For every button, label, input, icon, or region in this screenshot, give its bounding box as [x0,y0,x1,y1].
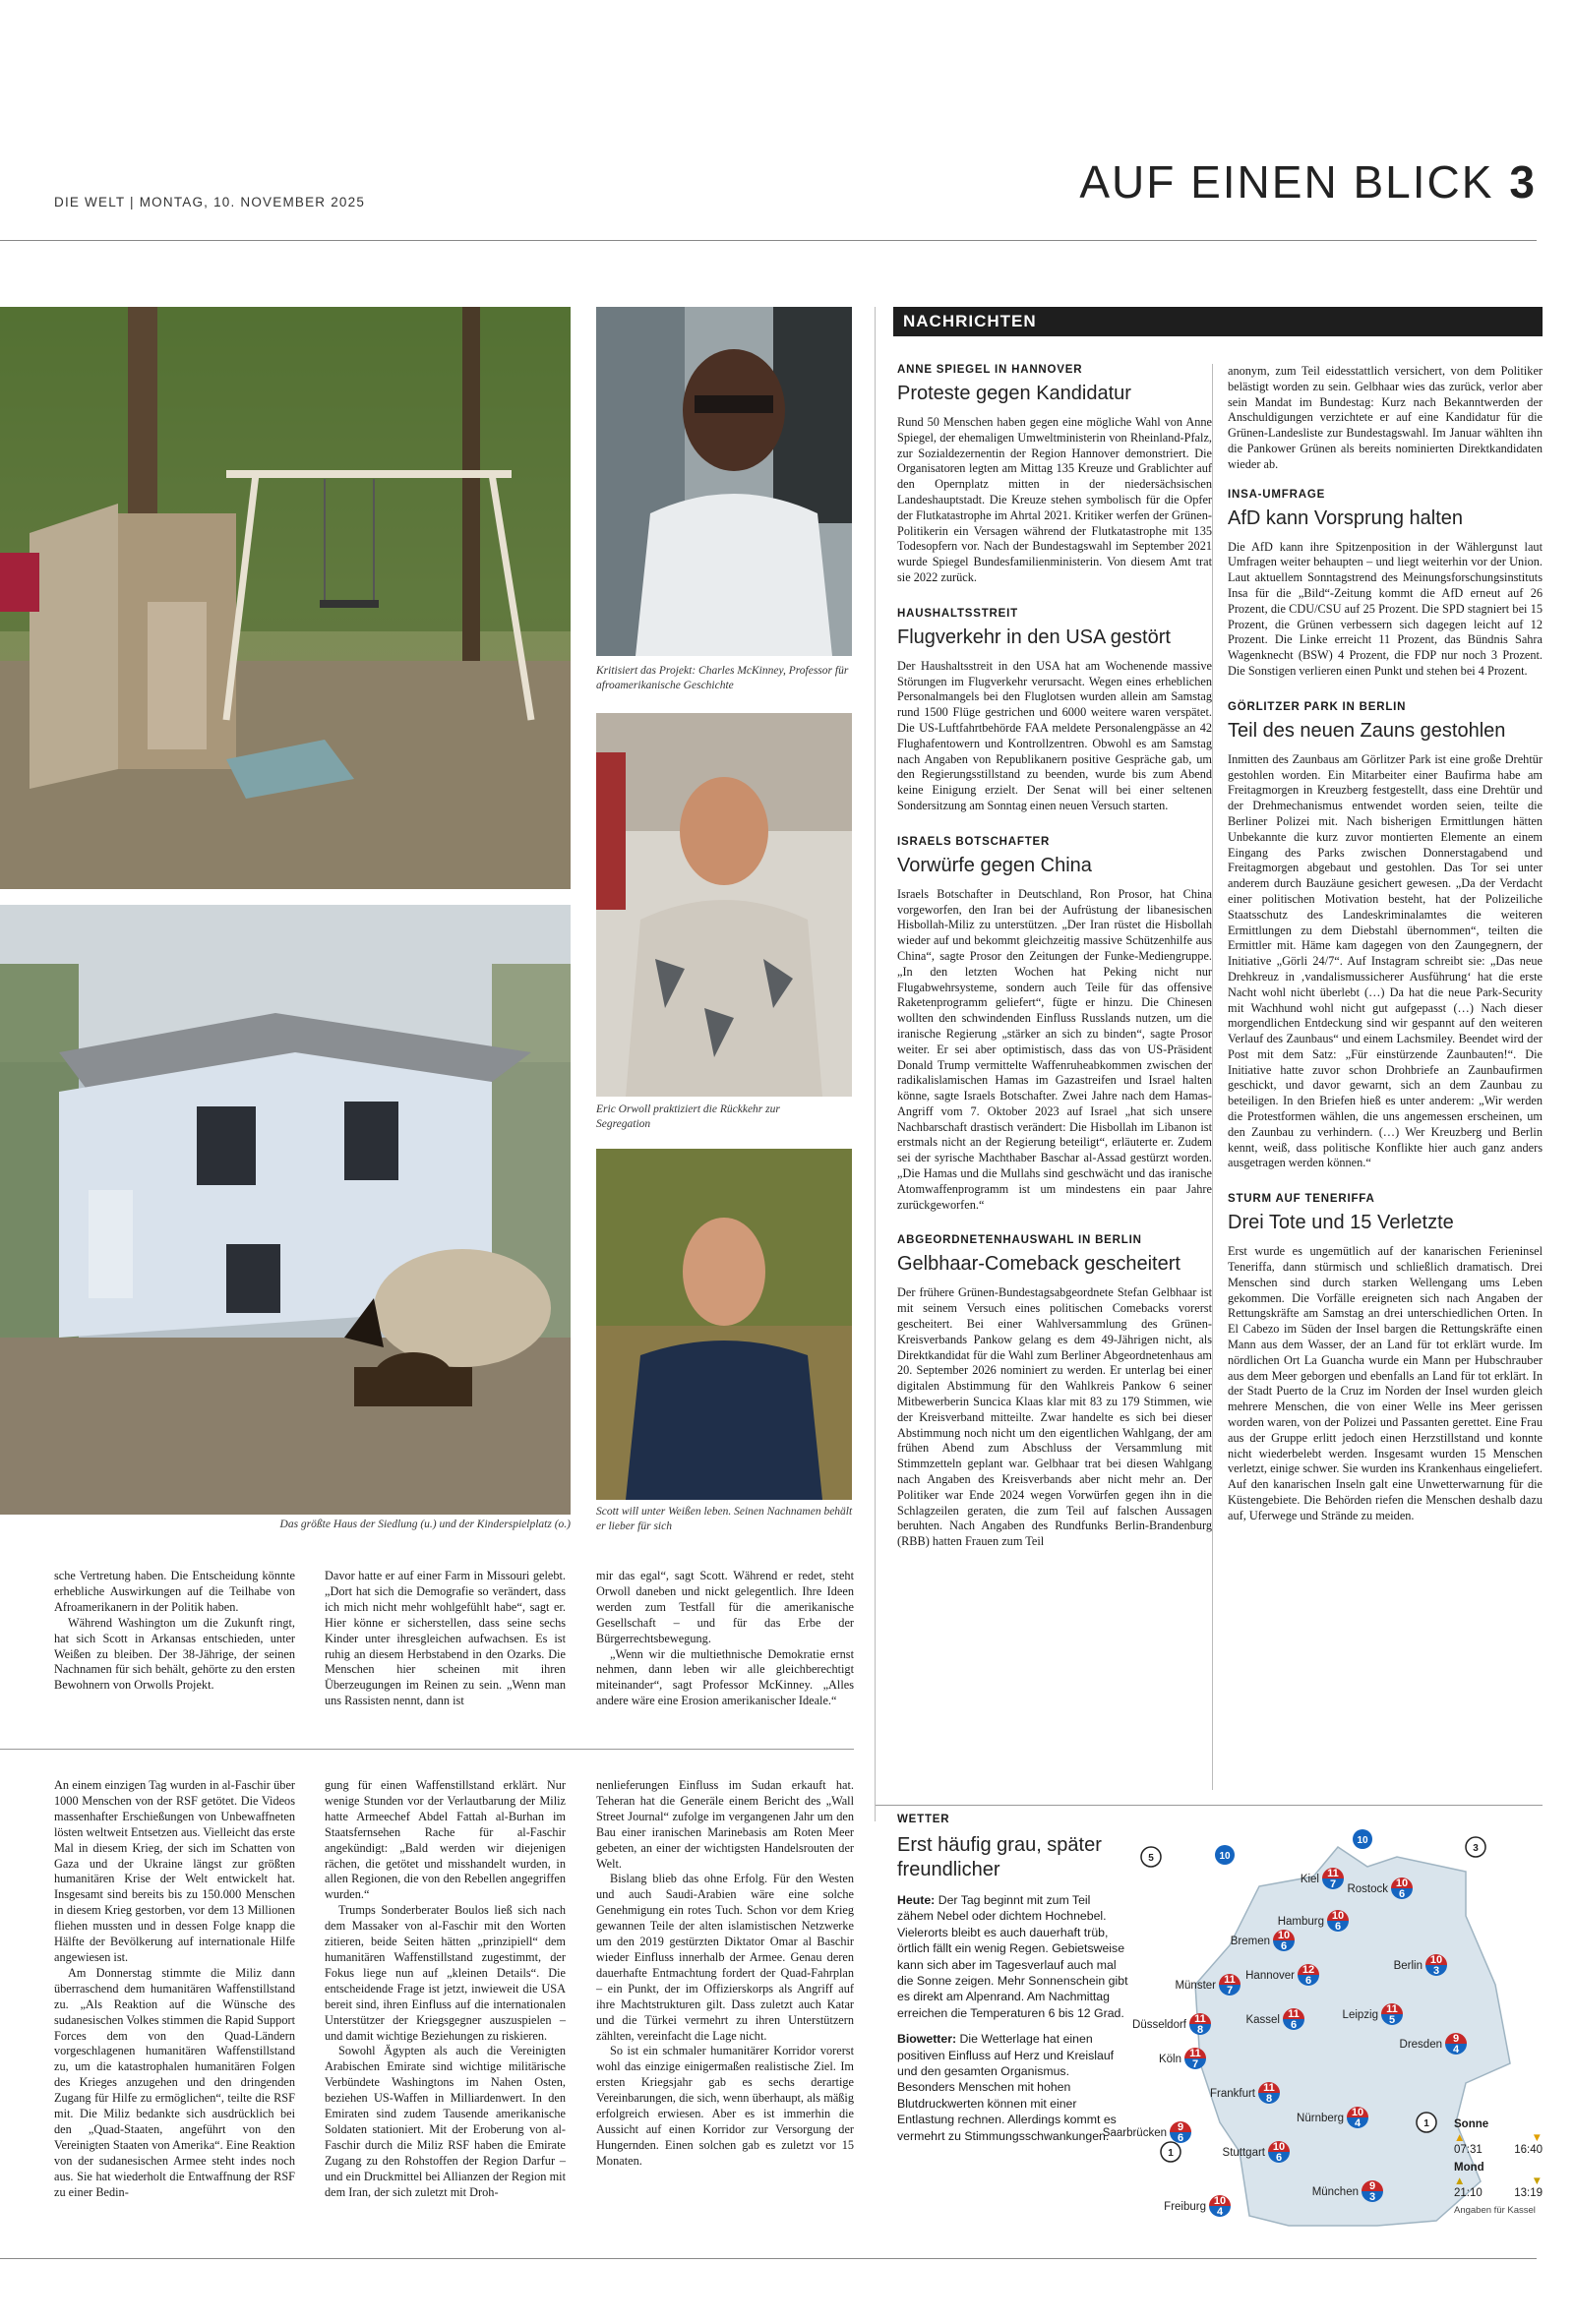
wind-value: 10 [1357,1835,1368,1846]
news-body: anonym, zum Teil eidesstattlich versichert, von dem Politiker belästigt worden zu sein. Gelbhaar wies das zurück, verlor aber sein Mandat im Bundestag: Kurz nach Bekanntwerden der Anschuldigungen verzichtete er auf eine Kandidatur für die Grünen-Landesliste zur Bundestagswahl. Im Januar wählten ihn die Pankower Grünen als bereits nominierten Direktkandidaten wieder ab. [1228,364,1543,471]
article-divider [0,1749,854,1750]
temp-low: 6 [1290,2019,1298,2031]
article-upper-col-2: Davor hatte er auf einer Farm in Missouri gelebt. „Dort hat sich die Demografie so verändert, dass ich mich nicht mehr wohlgefühlt habe“, sagt er. Hier könne er sicherstellen, dass seine sechs Kinder unter ihresgleichen aufwachsen. Es ist ruhig an diesem Herbstabend in den Ozarks. Die Menschen hier scheinen mit ihren Überzeugungen im Reinen zu sein. „Wenn man uns Rassisten nennt, dann ist [325,1569,566,1708]
city-label: Berlin [1393,1960,1423,1972]
city-label: Hannover [1245,1970,1295,1982]
city-label: Rostock [1347,1883,1388,1895]
news-column-divider-left [875,307,876,1821]
temp-low: 4 [1216,2206,1224,2218]
weather-map [1102,1827,1543,2250]
temp-high: 12 [1302,1964,1315,1976]
news-kicker: ISRAELS BOTSCHAFTER [897,835,1051,848]
article-lower-col-2: gung für einen Waffenstillstand erklärt. Nur wenige Stunden vor der Verlautbarung der Miliz hatte Armeechef Abdel Fattah al-Burhan im Staatsfernsehen Rache für al-Faschir angekündigt: „Bald werden wir diejenigen rächen, die getötet und misshandelt wurden, in allen Regionen, die von den Rebellen angegriffen wurden.“ Trumps Sonderberater Boulos ließ sich nach dem Massaker von al-Faschir mit den Worten zitieren, beide Seiten hätten „prinzipiell“ dem humanitären Waffenstillstand zugestimmt, der Fokus liege nun auf „kleinen Details“. Die entscheidende Frage ist jetzt, inwieweit die USA bereit sind, ihren Einfluss auf die internationalen Unterstützer der Kriegsgegner auszuspielen – und damit wichtige Beziehungen zu riskieren. Sowohl Ägypten als auch die Vereinigten Arabischen Emirate sind wichtige militärische Verbündete Washingtons im Nahen Osten, beziehen US-Waffen in Milliardenwert. In den Emiraten sind zudem Tausende amerikanische Soldaten stationiert. Mit der Eroberung von al-Faschir durch die Miliz RSF haben die Emirate Zugang zu den Rohstoffen der Region Darfur – und ein Druckmittel bei Allianzen der Region mit dem Iran, der sich zuletzt mit Droh- [325,1778,566,2199]
temp-high: 10 [1351,2107,1364,2118]
temp-low: 7 [1191,2058,1199,2070]
news-item [1228,489,1543,680]
news-section-heading: NACHRICHTEN [893,307,1543,336]
temp-high: 9 [1177,2121,1184,2133]
article-lower-col-1: An einem einzigen Tag wurden in al-Faschir über 1000 Menschen von der RSF getötet. Die Videos massenhafter Erschießungen von Unbewaffneten lösten weltweit Entsetzen aus. Vielleicht das erste Mal in diesem Krieg, der sich im Schatten von Gaza und der Ukraine längst zur größten humanitären Krise der Welt entwickelt hat. Insgesamt sind bereits bis zu 150.000 Menschen in diesem Krieg gestorben, vor dem 13 Millionen fliehen mussten und in dessen Folge knapp die Hälfte der Bevölkerung auf internationale Hilfe angewiesen ist. Am Donnerstag stimmte die Miliz dann überraschend dem humanitären Waffenstillstand zu. „Als Reaktion auf die Wünsche des sudanesischen Volkes stimmen die Rapid Support Forces dem von den Quad-Ländern vorgeschlagenen humanitären Waffenstillstand zu, um die katastrophalen humanitären Folgen des Krieges anzugehen und den dringenden Zugang für Hilfe zu ermöglichen“, teilte die RSF mit. Die Miliz bedankte sich ausdrücklich bei den „Quad-Staaten, angeführt von den Vereinigten Staaten von Amerika“. Eine Reaktion von der sudanesischen Armee steht indes noch aus. Sie hat wiederholt die Entwaffnung der RSF zu einer Bedin- [54,1778,295,2199]
temp-high: 11 [1194,2013,1206,2025]
news-headline: Teil des neuen Zauns gestohlen [1228,719,1506,742]
moonrise-icon: ▲ [1454,2175,1466,2187]
city-label: Hamburg [1277,1916,1324,1928]
news-headline: Proteste gegen Kandidatur [897,383,1131,404]
news-body: Rund 50 Menschen haben gegen eine mögliche Wahl von Anne Spiegel, der ehemaligen Umweltministerin von Rheinland-Pfalz, zur Sozialdezernentin der Region Hannover demonstriert. Die Organisatoren legten am Mittag 135 Kreuze und Grablichter auf den Opernplatz mitten in der niedersächsischen Landeshauptstadt. Die Kreuze stehen symbolisch für die Opfer der Flutkatastrophe im Ahrtal 2021. Kritiker werfen der Grünen-Politikerin ein Versagen während der Flutkatastrophe mit 135 Todesopfern vor. Nach der Bundestagswahl im September 2021 wurde Spiegel Bundesfamilienministerin. Von diesem Amt trat sie 2022 zurück. [897,415,1212,584]
city-label: München [1311,2186,1359,2198]
temp-high: 9 [1368,2180,1376,2192]
news-kicker: HAUSHALTSSTREIT [897,607,1018,620]
temp-high: 11 [1288,2008,1300,2020]
photo-mckinney [596,307,852,656]
news-kicker: ABGEORDNETENHAUSWAHL IN BERLIN [897,1234,1142,1247]
caption-orwoll: Eric Orwoll praktiziert die Rückkehr zur Segregation [596,1103,780,1130]
city-marker-freiburg [1164,2195,1231,2218]
temp-high: 11 [1386,2003,1398,2015]
city-label: Kassel [1245,2014,1280,2026]
temp-low: 8 [1265,2093,1273,2105]
caption-scott: Scott will unter Weißen leben. Seinen Nachnamen behält er lieber für sich [596,1506,853,1532]
photo-house [0,905,571,1515]
article-upper-col-1: sche Vertretung haben. Die Entscheidung könnte erhebliche Auswirkungen auf die Teilhabe von Afroamerikanern in der Politik haben. Während Washington um die Zukunft ringt, hat sich Scott in Arkansas entschieden, unter Weißen zu bleiben. Der 38-Jährige, der seinen Nachnamen für sich behält, gehörte zu den ersten Bewohnern von Orwolls Projekt. [54,1569,295,1693]
news-body: Israels Botschafter in Deutschland, Ron Prosor, hat China vorgeworfen, den Iran bei der Aufrüstung der libanesischen Hisbollah-Miliz zu unterstützen. „Der Iran rüstet die Hisbollah wieder auf und bekommt gleichzeitig massive Schützenhilfe aus China“, sagte Prosor den Zeitungen der Funke-Mediengruppe. „In den letzten Wochen hat Peking nicht nur Flugabwehrsysteme, sondern auch Teile für das offensive Raketenprogramm geliefert“, fügte er hinzu. Die Chinesen wollten den schwindenden Einfluss Russlands nutzen, um die iranische Regierung „stärker an sich zu binden“, sagte Prosor weiter. Er sei aber optimistisch, dass das von US-Präsident Donald Trump vermittelte Waffenruheabkommen zwischen der radikalislamischen Hamas im Gazastreifen und Israel halten könne, sagte Israels Botschafter. Zwei Jahre nach dem Hamas-Angriff vom 7. Oktober 2023 auf Israel „hat sich unsere Nachbarschaft drastisch verändert: Die Hisbollah im Libanon ist erstmals nicht an der Regierung beteiligt“, erläuterte er. Zudem sei der syrische Machthaber Baschar al-Assad gestürzt worden. „Die Hamas und die Mullahs sind geschwächt und das iranische Atomwaffenprogramm ist um mindestens ein paar Jahre zurückgeworfen.“ [897,886,1212,1212]
news-body: Erst wurde es ungemütlich auf der kanarischen Ferieninsel Teneriffa, dann stürmisch und schließlich dramatisch. Drei Menschen sind durch starken Wellengang ums Leben gekommen. Die Vorfälle ereigneten sich nach Angaben der Rettungskräfte am Samstag an drei unterschiedlichen Orten. In El Cabezo im Süden der Insel bargen die Rettungskräfte einen Mann aus dem Wasser, der an Land für tot erklärt wurde. Im nördlichen Ort La Guancha wurde ein Mann per Hubschrauber aus dem Meer geborgen und ebenfalls an Land für tot erklärt. In der Stadt Puerto de la Cruz im Norden der Insel wurden gleich mehrere Menschen, die von einer Welle ins Meer gerissen worden waren, von der Polizei und Passanten gerettet. Eine Frau aus der Gruppe erlitt jedoch einen Herzstillstand und konnte nicht wiederbelebt werden. Insgesamt wurden 15 Menschen verletzt, einige schwer. Sie wurden ins Krankenhaus eingeliefert. Auf den kanarischen Inseln galt eine Unwetterwarnung für die Küstengebiete. Die Behörden riefen die Menschen deshalb dazu auf, Uferwege und Strände zu meiden. [1228,1244,1543,1522]
city-label: Frankfurt [1209,2088,1255,2100]
news-item [1228,1193,1543,1523]
news-column-2 [1228,364,1543,1538]
news-column-divider [1212,364,1213,1790]
city-label: Saarbrücken [1102,2127,1167,2139]
temp-low: 7 [1226,1985,1234,1996]
city-label: Münster [1175,1980,1216,1992]
temp-low: 7 [1329,1878,1337,1890]
caption-settlement: Das größte Haus der Siedlung (u.) und der Kinderspielplatz (o.) [279,1519,571,1530]
temp-high: 10 [1277,1930,1291,1941]
photo-orwoll [596,713,852,1097]
temp-low: 6 [1398,1888,1406,1900]
temp-high: 10 [1331,1910,1345,1922]
city-label: Freiburg [1164,2201,1206,2213]
temp-low: 3 [1368,2191,1376,2203]
news-headline: Gelbhaar-Comeback gescheitert [897,1253,1180,1276]
temp-high: 10 [1429,1954,1443,1966]
temp-low: 4 [1354,2117,1362,2129]
wind-value: 3 [1473,1843,1479,1854]
temp-low: 6 [1280,1940,1288,1952]
temp-high: 11 [1263,2082,1275,2094]
temp-high: 11 [1224,1974,1236,1986]
city-label: Bremen [1230,1936,1270,1947]
city-label: Düsseldorf [1132,2019,1186,2031]
temp-low: 6 [1334,1921,1342,1933]
article-lower-col-3: nenlieferungen Einfluss im Sudan erkauft hat. Teheran hat die Generäle einem Bericht des „Wall Street Journal“ zufolge im vergangenen Jahr um den Bau einer iranischen Marinebasis am Roten Meer gebeten, an einer der wichtigsten Handelsrouten der Welt. Bislang blieb das ohne Erfolg. Für den Westen und auch Saudi-Arabien wäre eine solche Genehmigung ein rotes Tuch. Schon vor dem Krieg gewannen Teile der alten islamistischen Netzwerke um den 2019 gestürzten Diktator Omar al Baschir wieder Einfluss innerhalb der Armee. Genau deren dauerhafte Entmachtung fordert der Quad-Fahrplan – ein Punkt, der im Offizierskorps als Angriff auf ihre Machtstrukturen gilt. Dass zuletzt auch Katar und die Türkei vermehrt zu ihren Unterstützern zählten, vereinfacht die Lage nicht. So ist ein schmaler humanitärer Korridor vorerst wohl das einzige einigermaßen realistische Ziel. Im ersten Kriegsjahr gab es sechs derartige Vereinbarungen, die sich, wenn überhaupt, als mäßig erfolgreich erwiesen. Aber es ist immerhin die Aussicht auf einen Korridor zur Versorgung der Hungernden. Einen solchen gab es zuletzt vor 15 Monaten. [596,1778,854,2168]
temp-low: 5 [1388,2014,1396,2026]
weather-divider [876,1805,1543,1806]
temp-high: 10 [1272,2141,1286,2153]
news-headline: Drei Tote und 15 Verletzte [1228,1212,1454,1234]
caption-mckinney: Kritisiert das Projekt: Charles McKinney, Professor für afroamerikanische Geschichte [596,665,849,691]
news-body: Der frühere Grünen-Bundestagsabgeordnete Stefan Gelbhaar ist mit seinem Versuch eines politischen Comebacks vorerst gescheitert. Bei einer Wahlversammlung des Grünen-Kreisverbands Pankow gelang es dem 49-Jährigen nicht, als Direktkandidat für die Wahl zum Berliner Abgeordnetenhaus am 20. September 2026 nominiert zu werden. Er unterlag bei einer digitalen Abstimmung für den Wahlkreis Pankow 6 seiner Mitbewerberin Suncica Klaas klar mit 83 zu 179 Stimmen, wie der Kreisverband mitteilte. Zwar handelte es sich bei dieser Abstimmung noch nicht um den eigentlichen Wahlgang, der am frühen Abend zum Abschluss der Versammlung mit Stimmzetteln geplant war. Gelbhaar trat bei diesen Wahlgang nach Angaben des Kreisverbands aber nicht mehr an. Der Politiker war Ende 2024 wegen Vorwürfen gegen ihn in die Schlagzeilen geraten, die zum Teil auf falschen Aussagen beruhten. Nach Angaben des Rundfunks Berlin-Brandenburg (RBB) hatten Frauen zum Teil [897,1285,1212,1549]
temp-low: 4 [1452,2044,1460,2056]
news-item [897,836,1212,1214]
news-item [897,1234,1212,1550]
city-marker-düsseldorf [1132,2013,1211,2036]
section-title: AUF EINEN BLICK 3 [1079,156,1537,208]
news-body: Inmitten des Zaunbaus am Görlitzer Park ist eine große Drehtür gestohlen worden. Ein Mitarbeiter einer Baufirma habe am Freitagmorgen in Kreuzberg festgestellt, dass eine Drehtür und der Drehmechanismus entwendet worden seien, teilte die Berliner Polizei mit. Nach bisherigen Ermittlungen hätten Unbekannte die kurz zuvor montierten Elemente an einem Eingang des Parks zwischen Donnerstagabend und Freitagmorgen abgebaut und gestohlen. Das Tor sei unter anderem durch Bauzäune gesichert gewesen. „Da der Verdacht einer politischen Motivation besteht, hat der Polizeiliche Staatsschutz des Landeskriminalamtes die weiteren Ermittlungen zu dem Diebstahl übernommen“, teilten die Ermittler mit. Häme kam dagegen von den Zaungegnern, der Initiative „Görli 24/7“. Auf Instagram schreibt sie: „Das neue Drehkreuz in ‚vandalismussicherer Ausführung‘ hat die erste Nacht wohl nicht überlebt (…) Da hat die neue Park-Security mit Wachhund wohl nicht gut aufgepasst (…) Nach dieser morgendlichen Entdeckung sind wir gespannt auf den weiteren Verlauf des Zaunbaus“ und einem Lachsmiley. Beendet wird der Post mit dem Satz: „Für einstürzende Zaunbauten!“. Die Initiative hatte zuvor schon Drohbriefe an Zaunbaufirmen geschickt, und davor gewarnt, sich an dem Zaunbau zu beteiligen. In den Briefen hieß es unter anderem: „Wir werden die Protestformen wählen, die uns angemessen erscheinen, um den Zaunbau zu verhindern. (…) Wer Kreuzberg und Berlin kennt, weiß, dass politische Konflikte hier auch ganz anders ausgetragen werden können.“ [1228,751,1543,1170]
news-item [1228,364,1543,473]
wind-value: 1 [1168,2148,1174,2159]
wind-value: 10 [1219,1851,1231,1862]
temp-high: 10 [1395,1877,1409,1889]
city-label: Leipzig [1342,2009,1378,2021]
temp-high: 10 [1213,2195,1227,2207]
news-body: Der Haushaltsstreit in den USA hat am Wochenende massive Störungen im Flugverkehr verursacht. Wegen eines erheblichen Personalmangels bei den Fluglotsen wurden allein am Samstag rund 1500 Flüge gestrichen und 6000 weitere waren verspätet. Die US-Luftfahrtbehörde FAA meldete Personalengpässe an 42 Flughafentowern und Kontrollzentren. Obwohl es am Samstag nach Angaben von Republikanern positive Gespräche gab, um den Regierungsstillstand zu beenden, wurde bis zum Abend keine Einigung erzielt. Der Senat will bei einer seltenen Sondersitzung am Sonntag einen neuen Versuch starten. [897,658,1212,812]
news-headline: Flugverkehr in den USA gestört [897,626,1171,648]
city-label: Nürnberg [1297,2113,1344,2124]
footer-divider [0,2258,1537,2259]
photo-playground [0,307,571,889]
weather-headline: Erst häufig grau, später freundlicher [897,1834,1102,1880]
temp-high: 9 [1452,2033,1460,2045]
moonset-icon: ▼ [1531,2175,1543,2187]
city-label: Köln [1158,2054,1181,2065]
city-label: Kiel [1300,1874,1319,1885]
news-headline: AfD kann Vorsprung halten [1228,507,1464,529]
sun-moon-panel: Sonne ▲ ▼ 07:31 16:40 Mond ▲ ▼ 21:10 13:19 Angaben für Kassel [1454,2118,1543,2216]
wind-value: 5 [1148,1853,1154,1864]
photo-scott [596,1149,852,1500]
header-divider [0,240,1537,241]
news-headline: Vorwürfe gegen China [897,854,1092,876]
page-number: 3 [1509,156,1537,208]
temp-high: 11 [1189,2048,1201,2059]
sunrise-icon: ▲ [1454,2132,1466,2144]
news-item [897,364,1212,586]
temp-low: 8 [1196,2024,1204,2036]
news-body: Die AfD kann ihre Spitzenposition in der Wählergunst laut Umfragen weiter behaupten – und liegt weiterhin vor der Union. Laut aktuellem Sonntagstrend des Meinungsforschungsinstituts Insa für die „Bild“-Zeitung kommt die AfD erneut auf 26 Prozent, die CDU/CSU auf 25 Prozent. Die SPD stagniert bei 15 Prozent, die Grünen verbessern sich dagegen leicht auf 12 Prozent. Die Linke erreicht 11 Prozent, das Bündnis Sahra Wagenknecht (BSW) 4 Prozent, die FDP nur noch 3 Prozent. Die Sonstigen verlieren einen Punkt und stehen bei 4 Prozent. [1228,539,1543,678]
temp-low: 3 [1432,1965,1440,1977]
weather-bio: Biowetter: Die Wetterlage hat einen positiven Einfluss auf Herz und Kreislauf und den gesamten Organismus. Besonders Menschen mit hohen Blutdruckwerten können mit einer Entlastung rechnen. Allerdings kommt es vermehrt zu Stimmungsschwankungen. [897,2032,1117,2143]
weather-today: Heute: Der Tag beginnt mit zum Teil zähem Nebel oder dichtem Hochnebel. Vielerorts bleibt es auch dauerhaft trüb, örtlich fällt ein wenig Regen. Gebietsweise kann sich aber im Tagesverlauf auch mal die Sonne zeigen. Mehr Sonnenschein gibt es direkt am Alpenrand. Am Nachmittag erreichen die Temperaturen 6 bis 12 Grad. [897,1893,1128,2020]
news-item [1228,701,1543,1172]
city-label: Stuttgart [1222,2147,1265,2159]
news-column-1 [897,364,1212,1564]
news-kicker: STURM AUF TENERIFFA [1228,1193,1375,1206]
wind-value: 1 [1423,2118,1429,2129]
city-label: Dresden [1399,2039,1442,2051]
news-kicker: GÖRLITZER PARK IN BERLIN [1228,700,1407,713]
weather-kicker: WETTER [897,1814,950,1825]
temp-low: 6 [1304,1975,1312,1987]
article-upper-col-3: mir das egal“, sagt Scott. Während er redet, steht Orwoll daneben und nickt gelegentlich. Ihre Ideen werden zum Testfall für die amerikanische Gesellschaft – und für das Erbe der Bürgerrechtsbewegung. „Wenn wir die multiethnische Demokratie ernst nehmen, dann leben wir alle gleichberechtigt miteinander“, sagt Professor McKinney. „Alles andere wäre eine Erosion amerikanischer Ideale.“ [596,1569,854,1708]
masthead-meta: DIE WELT | MONTAG, 10. NOVEMBER 2025 [54,195,366,209]
news-kicker: INSA-UMFRAGE [1228,488,1326,501]
news-item [897,608,1212,814]
news-kicker: ANNE SPIEGEL IN HANNOVER [897,364,1083,376]
sunset-icon: ▼ [1531,2132,1543,2144]
temp-high: 11 [1327,1868,1339,1879]
city-marker-köln [1159,2048,1206,2070]
temp-low: 6 [1275,2152,1283,2164]
temp-low: 6 [1177,2132,1184,2144]
